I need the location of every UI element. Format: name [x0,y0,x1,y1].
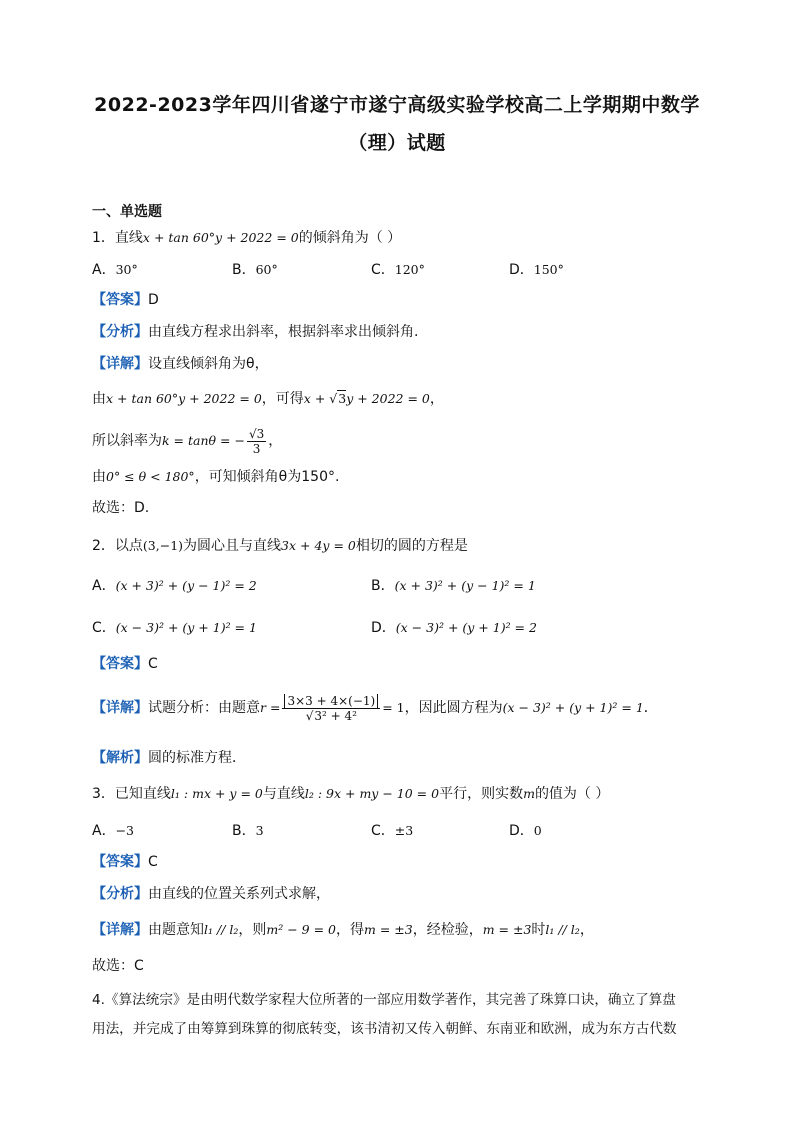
q1-option-c: C．120° [371,262,425,278]
q1-conclusion: 故选：D. [92,500,150,516]
q1-option-b: B．60° [232,262,278,278]
q3-option-b: B．3 [232,823,264,839]
question-3-stem: 3．已知直线l₁ : mx + y = 0与直线l₂ : 9x + my − 10 = 0平行，则实数m的值为（ ） [92,786,610,802]
q2-option-d: D．(x − 3)² + (y + 1)² = 2 [371,620,537,636]
question-2-stem: 2．以点(3,−1)为圆心且与直线3x + 4y = 0相切的圆的方程是 [92,538,468,554]
q1-analysis: 【分析】由直线方程求出斜率，根据斜率求出倾斜角. [92,324,419,340]
q2-option-a: A．(x + 3)² + (y − 1)² = 2 [92,578,257,594]
q1-detail-2: 由x + tan 60°y + 2022 = 0，可得x + √3y + 2022 = 0， [92,391,444,407]
q3-conclusion: 故选：C [92,958,144,974]
q2-answer: 【答案】C [92,656,158,672]
q2-option-b: B．(x + 3)² + (y − 1)² = 1 [371,578,536,594]
q1-equation: x + tan 60°y + 2022 = 0 [142,230,299,245]
question-1-stem [92,229,401,247]
page-title: 2022-2023学年四川省遂宁市遂宁高级实验学校高二上学期期中数学 [94,94,700,116]
q1-stem-post: 的倾斜角为（ ） [298,230,402,246]
question-4-line2: 用法，并完成了由筹算到珠算的彻底转变，该书清初又传入朝鲜、东南亚和欧洲，成为东方古代数 [92,1021,677,1037]
q1-detail-1: 【详解】设直线倾斜角为θ， [92,356,269,372]
q3-option-a: A．−3 [92,823,135,839]
q1-option-d: D．150° [509,262,564,278]
q3-option-d: D．0 [509,823,542,839]
q1-slope-fraction: $\frac{√3}{3}$ [248,426,265,456]
q1-answer: 【答案】D [92,292,159,308]
section-heading: 一、单选题 [92,204,162,220]
q1-option-a: A．30° [92,262,138,278]
q3-option-c: C．±3 [371,823,414,839]
q3-answer: 【答案】C [92,854,158,870]
question-4-line1: 4.《算法统宗》是由明代数学家程大位所著的一部应用数学著作，其完善了珠算口诀，确立了算盘 [92,992,676,1008]
q2-distance-fraction: $\frac{3\times 3 + 4\times(-1)}{\text{√3² + 4²}}$ [282,694,380,723]
q3-detail: 【详解】由题意知l₁ // l₂，则m² − 9 = 0，得m = ±3，经检验，m = ±3时l₁ // l₂， [92,922,594,938]
q2-detail: 【详解】试题分析：由题意r = $\frac{3\times 3 + 4\times(-1)}{\text{√3² + 4²}}$ = 1，因此圆方程为(x − 3)² + (y + 1)² = 1． [92,693,658,723]
q3-analysis: 【分析】由直线的位置关系列式求解， [92,886,330,902]
q1-stem-pre: 1．直线 [92,230,143,246]
q2-analysis: 【解析】圆的标准方程． [92,750,246,766]
page-title-line2: （理）试题 [348,132,446,154]
q1-detail-4: 由0° ≤ θ < 180°，可知倾斜角θ为150°. [92,469,340,485]
q1-detail-3: 所以斜率为k = tanθ = − $\frac{√3}{3}$ ， [92,426,283,456]
q2-option-c: C．(x − 3)² + (y + 1)² = 1 [92,620,257,636]
